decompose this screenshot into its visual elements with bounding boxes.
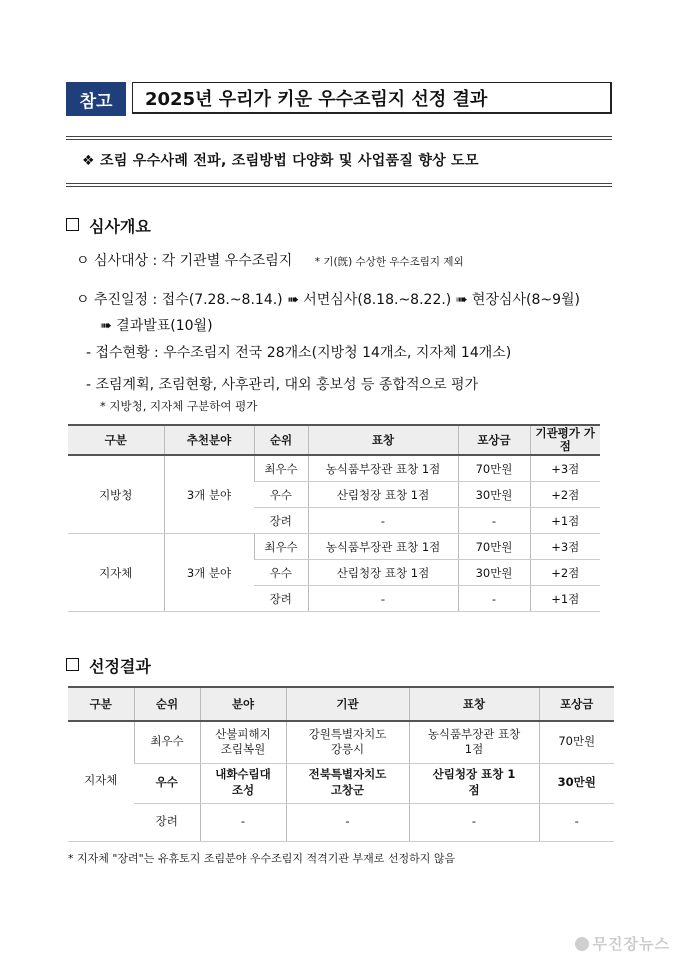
column-header: 분야 [200,687,286,721]
table-row [68,763,614,803]
bonus-cell: +3점 [530,534,600,560]
review-table [68,424,600,612]
column-header: 포상금 [539,687,614,721]
column-header: 구분 [68,425,164,455]
divider-top [66,136,612,140]
schedule-line-1: ㅇ 추진일정 : 접수(7.28.~8.14.) ➠ 서면심사(8.18.~8.22.) ➠ 현장심사(8~9월) [76,292,580,308]
rank-cell: 장려 [254,508,308,534]
prize-cell: - [458,586,530,612]
prize-cell: 30만원 [539,763,614,803]
group-name: 지자체 [68,534,164,612]
award-cell: 산림청장 표창 1점 [308,482,458,508]
bonus-cell: +2점 [530,560,600,586]
column-header: 순위 [254,425,308,455]
group-name: 지방청 [68,455,164,534]
column-header: 구분 [68,687,134,721]
award-cell: 산림청장 표창 1점 [409,763,539,803]
reference-badge: 참고 [66,82,126,116]
column-header: 기관 [286,687,409,721]
section-overview-heading: 심사개요 [89,217,151,236]
table-header-row [68,687,614,721]
criteria-note: * 지방청, 지자체 구분하여 평가 [100,399,258,413]
award-cell: - [308,586,458,612]
table-row [68,455,600,482]
table-row [68,534,600,560]
target-note: * 기(旣) 수상한 우수조림지 제외 [314,256,464,268]
schedule-line-2: ➠ 결과발표(10월) [100,318,213,334]
target-line [76,250,464,270]
org-cell: 강원특별자치도 강릉시 [286,721,409,763]
summary-text: ❖ 조림 우수사례 전파, 조림방법 다양화 및 사업품질 향상 도모 [82,153,479,169]
section-results-heading: 선정결과 [89,657,151,676]
rank-cell: 우수 [254,482,308,508]
receipt-status: - 접수현황 : 우수조림지 전국 28개소(지방청 14개소, 지자체 14개소) [86,345,512,361]
results-table [68,686,614,842]
watermark [575,933,670,954]
results-footnote: * 지자체 "장려"는 유휴토지 조림분야 우수조림지 적격기관 부재로 선정하지 않음 [68,852,456,865]
watermark-text: 무진장뉴스 [592,935,670,953]
prize-cell: - [539,803,614,841]
bonus-cell: +1점 [530,508,600,534]
table-header-row [68,425,600,455]
checkbox-square-icon [66,658,79,671]
award-cell: 농식품부장관 표창 1점 [308,534,458,560]
watermark-logo-icon [575,937,589,951]
org-cell: - [286,803,409,841]
bonus-cell: +2점 [530,482,600,508]
rank-cell: 우수 [254,560,308,586]
checkbox-square-icon [66,218,79,231]
table-row [68,721,614,763]
award-cell: - [308,508,458,534]
prize-cell: 70만원 [458,534,530,560]
divider-bottom [66,183,612,187]
group-field: 3개 분야 [164,455,254,534]
field-cell: - [200,803,286,841]
prize-cell: 30만원 [458,482,530,508]
rank-cell: 최우수 [254,534,308,560]
prize-cell: 70만원 [458,455,530,482]
rank-cell: 우수 [134,763,200,803]
rank-cell: 최우수 [254,455,308,482]
prize-cell: 30만원 [458,560,530,586]
prize-cell: 70만원 [539,721,614,763]
group-name: 지자체 [68,721,134,841]
bonus-cell: +3점 [530,455,600,482]
award-cell: - [409,803,539,841]
org-cell: 전북특별자치도 고창군 [286,763,409,803]
bonus-cell: +1점 [530,586,600,612]
evaluation-criteria: - 조림계획, 조림현황, 사후관리, 대외 홍보성 등 종합적으로 평가 [86,377,479,393]
rank-cell: 장려 [254,586,308,612]
section-results [66,654,151,677]
field-cell: 내화수림대 조성 [200,763,286,803]
page-title: 2025년 우리가 키운 우수조림지 선정 결과 [132,82,612,114]
column-header: 표창 [308,425,458,455]
column-header: 포상금 [458,425,530,455]
rank-cell: 장려 [134,803,200,841]
award-cell: 농식품부장관 표창 1점 [409,721,539,763]
rank-cell: 최우수 [134,721,200,763]
award-cell: 산림청장 표창 1점 [308,560,458,586]
prize-cell: - [458,508,530,534]
table-row [68,803,614,841]
award-cell: 농식품부장관 표창 1점 [308,455,458,482]
column-header: 표창 [409,687,539,721]
column-header: 추천분야 [164,425,254,455]
field-cell: 산불피해지 조림복원 [200,721,286,763]
column-header: 기관평가 가점 [530,425,600,455]
section-overview [66,214,151,237]
target-label: ㅇ 심사대상 : 각 기관별 우수조림지 [76,253,293,269]
column-header: 순위 [134,687,200,721]
group-field: 3개 분야 [164,534,254,612]
